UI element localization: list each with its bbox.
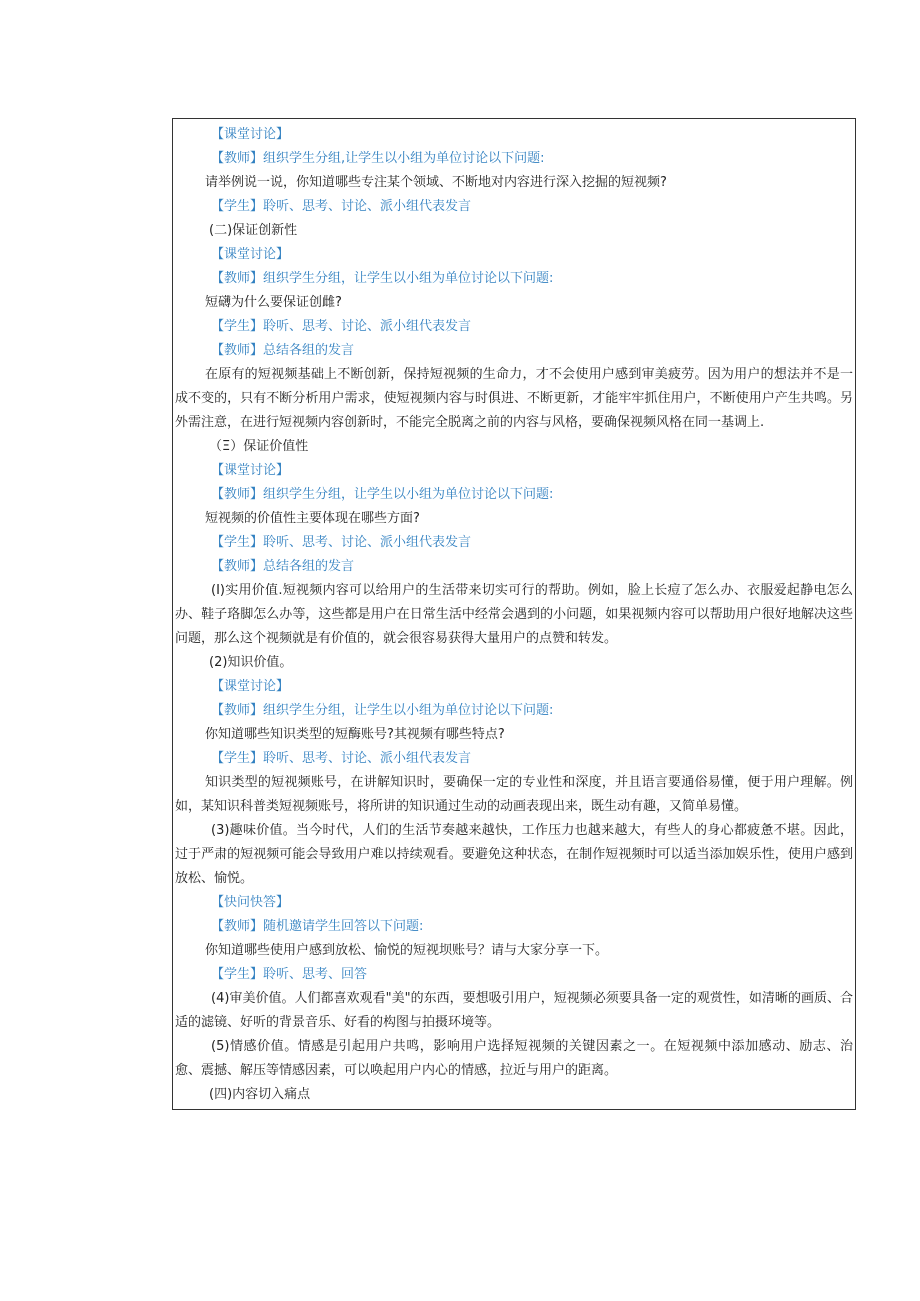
discussion-heading: 【课堂讨论】 [211, 247, 290, 262]
body-paragraph: (I)实用价值.短视频内容可以给用户的生活带来切实可行的帮助。例如，脸上长痘了怎么办、衣服爱起静电怎么办、鞋子珞脚怎么办等，这些都是用户在日常生活中经常会遇到的小问题，如果视频内容可以帮助用户很好地解决这些问题，那么这个视频就是有价值的，就会很容易获得大量用户的点赞和转发。 [175, 583, 853, 646]
discussion-question: 请举例说一说，你知道哪些专注某个领域、不断地对内容进行深入挖掘的短视频? [205, 175, 667, 190]
discussion-question: 短礴为什么要保证创雌? [205, 295, 342, 310]
student-activity: 【学生】聆听、思考、讨论、派小组代表发言 [211, 751, 472, 766]
quick-qa-heading: 【快问快答】 [211, 895, 290, 910]
body-paragraph: 知识类型的短视频账号，在讲解知识时，要确保一定的专业性和深度，并且语言要通俗易懂，便于用户理解。例如，某知识科普类短视频账号，将所讲的知识通过生动的动画表现出来，既生动有趣，又简单易懂。 [175, 775, 853, 814]
lesson-content [175, 123, 853, 1107]
body-paragraph: (3)趣味价值。当今时代，人们的生活节奏越来越快，工作压力也越来越大，有些人的身心都疲惫不堪。因此，过于严肃的短视频可能会导致用户难以持续观看。要避免这种状态，在制作短视频时可以适当添加娱乐性，使用户感到放松、愉悦。 [175, 823, 853, 886]
section-heading: (四)内容切入痛点 [209, 1087, 311, 1102]
discussion-question: 你知道哪些知识类型的短酶账号?其视频有哪些特点? [205, 727, 505, 742]
student-activity: 【学生】聆听、思考、讨论、派小组代表发言 [211, 199, 472, 214]
teacher-instruction: 【教师】随机邀请学生回答以下问题: [211, 919, 424, 934]
body-paragraph: (4)审美价值。人们都喜欢观看"美"的东西，要想吸引用户，短视频必须要具备一定的观赏性，如清晰的画质、合适的滤镜、好听的背景音乐、好看的构图与拍摄环境等。 [175, 991, 853, 1030]
section-heading: （Ξ）保证价值性 [209, 439, 309, 454]
discussion-question: 短视频的价值性主要体现在哪些方面? [205, 511, 420, 526]
section-heading: (二)保证创新性 [209, 223, 298, 238]
subsection-heading: (2)知识价值。 [209, 655, 293, 670]
teacher-instruction: 【教师】组织学生分组，让学生以小组为单位讨论以下问题: [211, 703, 554, 718]
teacher-instruction: 【教师】组织学生分组，让学生以小组为单位讨论以下问题: [211, 271, 554, 286]
student-activity: 【学生】聆听、思考、回答 [211, 967, 368, 982]
discussion-heading: 【课堂讨论】 [211, 679, 290, 694]
teacher-instruction: 【教师】组织学生分组,让学生以小组为单位讨论以下问题: [211, 151, 545, 166]
teacher-summary: 【教师】总结各组的发言 [211, 559, 355, 574]
student-activity: 【学生】聆听、思考、讨论、派小组代表发言 [211, 319, 472, 334]
teacher-summary: 【教师】总结各组的发言 [211, 343, 355, 358]
discussion-heading: 【课堂讨论】 [211, 463, 290, 478]
student-activity: 【学生】聆听、思考、讨论、派小组代表发言 [211, 535, 472, 550]
teacher-instruction: 【教师】组织学生分组，让学生以小组为单位讨论以下问题: [211, 487, 554, 502]
discussion-question: 你知道哪些使用户感到放松、愉悦的短视坝账号？请与大家分享一下。 [205, 943, 609, 958]
discussion-heading: 【课堂讨论】 [211, 127, 290, 142]
lesson-content-box [172, 118, 856, 1110]
body-paragraph: 在原有的短视频基础上不断创新，保持短视频的生命力，才不会使用户感到审美疲劳。因为用户的想法并不是一成不变的，只有不断分析用户需求，使短视频内容与时俱进、不断更新，才能牢牢抓住用户，不断使用户产生共鸣。另外需注意，在进行短视频内容创新时，不能完全脱离之前的内容与风格，要确保视频风格在同一基调上. [175, 367, 853, 430]
body-paragraph: (5)情感价值。情感是引起用户共鸣，影响用户选择短视频的关键因素之一。在短视频中添加感动、励志、治愈、震撼、解压等情感因素，可以唤起用户内心的情感，拉近与用户的距离。 [175, 1039, 853, 1078]
